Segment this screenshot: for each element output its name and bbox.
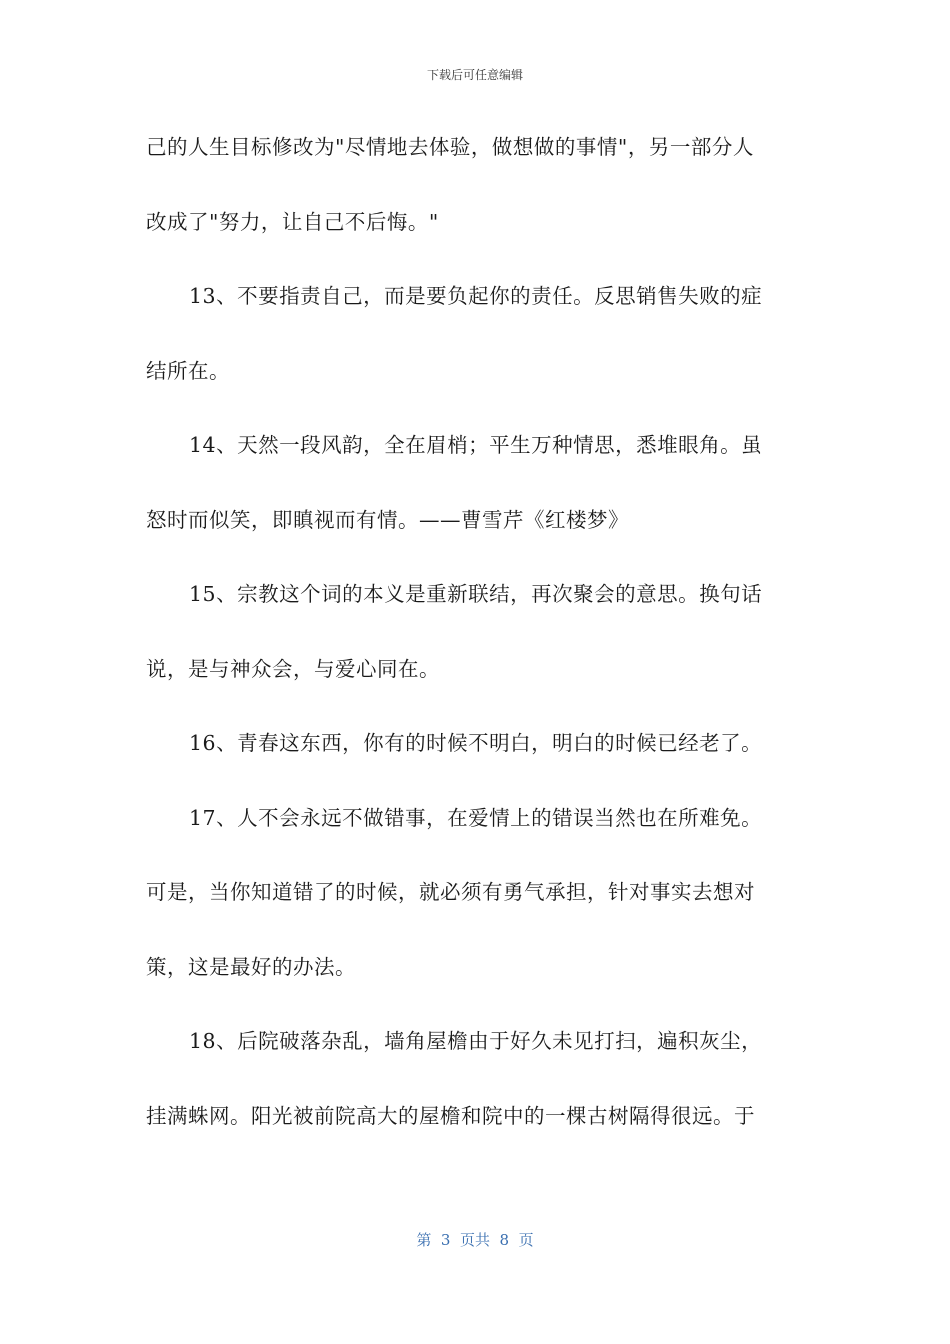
text-line: 结所在。 <box>146 358 230 383</box>
text-line: 说，是与神众会，与爱心同在。 <box>146 656 440 681</box>
paragraph-15-start: 15、宗教这个词的本义是重新联结，再次聚会的意思。换句话 <box>189 582 763 606</box>
document-body <box>146 125 806 1168</box>
text-line: 可是，当你知道错了的时候，就必须有勇气承担，针对事实去想对 <box>146 880 755 904</box>
text-line: 怒时而似笑，即瞋视而有情。——曹雪芹《红楼梦》 <box>146 507 629 532</box>
text-line: 改成了"努力，让自己不后悔。" <box>146 209 439 234</box>
paragraph-16-start: 16、青春这东西，你有的时候不明白，明白的时候已经老了。 <box>189 731 763 755</box>
text-line: 挂满蛛网。阳光被前院高大的屋檐和院中的一棵古树隔得很远。于 <box>146 1103 755 1128</box>
page-header: 下载后可任意编辑 <box>426 68 523 82</box>
text-line: 策，这是最好的办法。 <box>146 954 356 979</box>
paragraph-18-start: 18、后院破落杂乱，墙角屋檐由于好久未见打扫，遍积灰尘， <box>189 1029 763 1053</box>
page-number-footer: 第 3 页共 8 页 <box>416 1231 534 1249</box>
paragraph-17-start: 17、人不会永远不做错事，在爱情上的错误当然也在所难免。 <box>189 805 763 830</box>
text-line: 己的人生目标修改为"尽情地去体验，做想做的事情"，另一部分人 <box>146 135 754 159</box>
paragraph-13-start: 13、不要指责自己，而是要负起你的责任。反思销售失败的症 <box>189 284 763 308</box>
paragraph-14-start: 14、天然一段风韵，全在眉梢；平生万种情思，悉堆眼角。虽 <box>189 433 763 457</box>
